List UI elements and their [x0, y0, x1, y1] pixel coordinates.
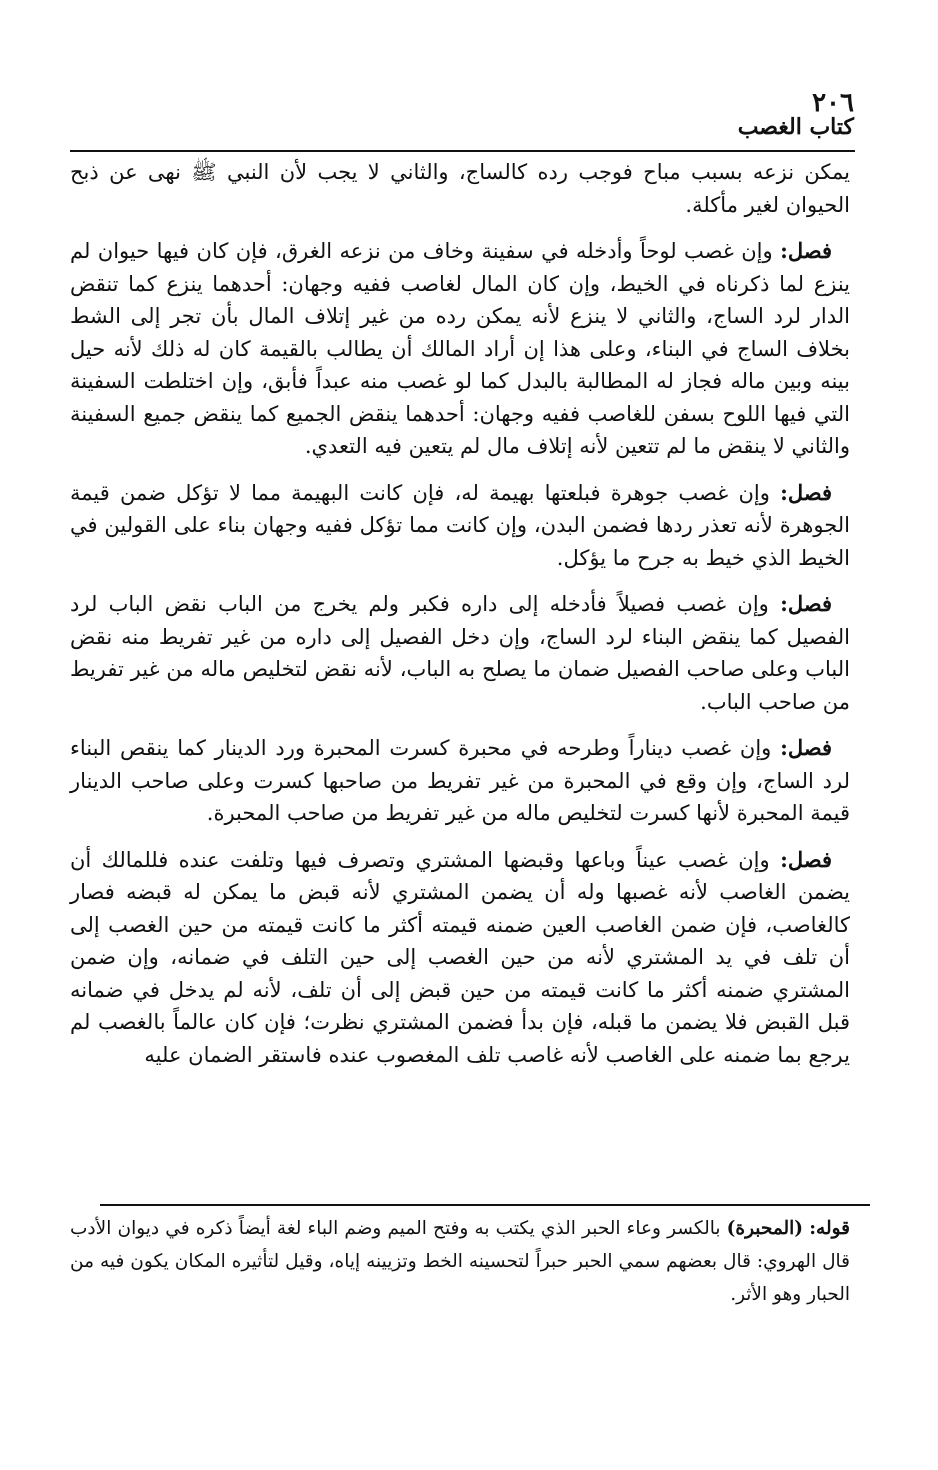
section-paragraph: [70, 588, 850, 718]
section-label: فصل:: [780, 846, 832, 872]
footnote-text: بالكسر وعاء الحبر الذي يكتب به وفتح الميم وضم الباء لغة أيضاً ذكره في ديوان الأدب قال الهروي: قال بعضهم سمي الحبر حبراً لتحسينه الخط وتزيينه إياه، وقيل لتأثيره المكان يكون فيه من الحبار وهو الأثر.: [70, 1218, 850, 1305]
section-text: وإن غصب عيناً وباعها وقبضها المشتري وتصرف فيها وتلفت عنده فللمالك أن يضمن الغاصب لأنه غصبها وله أن يضمن المشتري لأنه قبض ما يمكن له قبضه فصار كالغاصب، فإن ضمن الغاصب العين ضمنه قيمته أكثر ما كانت قيمته من حين الغصب إلى أن تلف في يد المشتري لأنه من حين الغصب إلى حين التلف في ضمانه، وإن ضمن المشتري ضمنه أكثر ما كانت قيمته من حين قبض إلى أن تلف، لأنه لم يدخل في ضمانه قبل القبض فلا يضمن ما قبله، فإن بدأ فضمن المشتري نظرت؛ فإن كان عالماً بالغصب لم يرجع بما ضمنه على الغاصب لأنه غاصب تلف المغصوب عنده فاستقر الضمان عليه: [70, 847, 850, 1067]
main-text: [70, 156, 850, 1085]
section-label: فصل:: [780, 735, 832, 760]
section-paragraph: [70, 844, 850, 1072]
intro-paragraph: يمكن نزعه بسبب مباح فوجب رده كالساج، والثاني لا يجب لأن النبي ﷺ نهى عن ذبح الحيوان لغير مأكلة.: [70, 160, 850, 217]
section-paragraph: [70, 477, 850, 575]
section-paragraph: [70, 235, 850, 463]
footnote-term: (المحبرة): [726, 1218, 804, 1239]
page-number: ٢٠٦: [812, 88, 854, 118]
page-header: [70, 88, 854, 148]
footnote-divider: [100, 1204, 870, 1206]
section-text: وإن غصب ديناراً وطرحه في محبرة كسرت المحبرة ورد الدينار كما ينقص البناء لرد الساج، وإن وقع في المحبرة من غير تفريط من صاحبها كسرت وعلى صاحب الدينار قيمة المحبرة لأنها كسرت لتخليص ماله من غير تفريط من صاحب المحبرة.: [70, 736, 850, 825]
section-label: فصل:: [780, 479, 832, 505]
section-text: وإن غصب فصيلاً فأدخله إلى داره فكبر ولم يخرج من الباب نقض الباب لرد الفصيل كما ينقض البناء لرد الساج، وإن دخل الفصيل إلى داره من غير تفريط منه نقض الباب وعلى صاحب الفصيل ضمان ما يصلح به الباب، لأنه نقض لتخليص ماله من غير تفريط من صاحب الباب.: [70, 592, 850, 714]
footnote: [70, 1212, 850, 1311]
footnote-paragraph: [70, 1212, 850, 1311]
header-divider: [70, 150, 855, 152]
section-label: فصل:: [780, 591, 832, 616]
footnote-label: قوله:: [809, 1218, 851, 1239]
section-text: وإن غصب لوحاً وأدخله في سفينة وخاف من نزعه الغرق، فإن كان فيها حيوان لم ينزع لما ذكرناه في الخيط، وإن كان المال لغاصب ففيه وجهان: أحدهما ينزع كما تنقض الدار لرد الساج، والثاني لا ينزع لأنه يمكن رده من غير إتلاف المال بأن تجر إلى الشط بخلاف الساج في البناء، وعلى هذا إن أراد المالك أن يطالب بالقيمة كان له ذلك لأنه حيل بينه وبين ماله فجاز له المطالبة بالبدل كما لو غصب منه عبداً فأبق، وإن اختلطت السفينة التي فيها اللوح بسفن للغاصب ففيه وجهان: أحدهما ينقض الجميع كما ينقض جميع السفينة والثاني لا ينقض ما لم تتعين لأنه إتلاف مال لم يتعين فيه التعدي.: [70, 239, 850, 458]
section-paragraph: [70, 732, 850, 830]
section-text: وإن غصب جوهرة فبلعتها بهيمة له، فإن كانت البهيمة مما لا تؤكل ضمن قيمة الجوهرة لأنه تعذر ردها فضمن البدن، وإن كانت مما تؤكل ففيه وجهان بناء على القولين في الخيط الذي خيط به جرح ما يؤكل.: [70, 480, 850, 570]
section-label: فصل:: [780, 238, 833, 263]
running-title: كتاب الغصب: [737, 114, 854, 140]
